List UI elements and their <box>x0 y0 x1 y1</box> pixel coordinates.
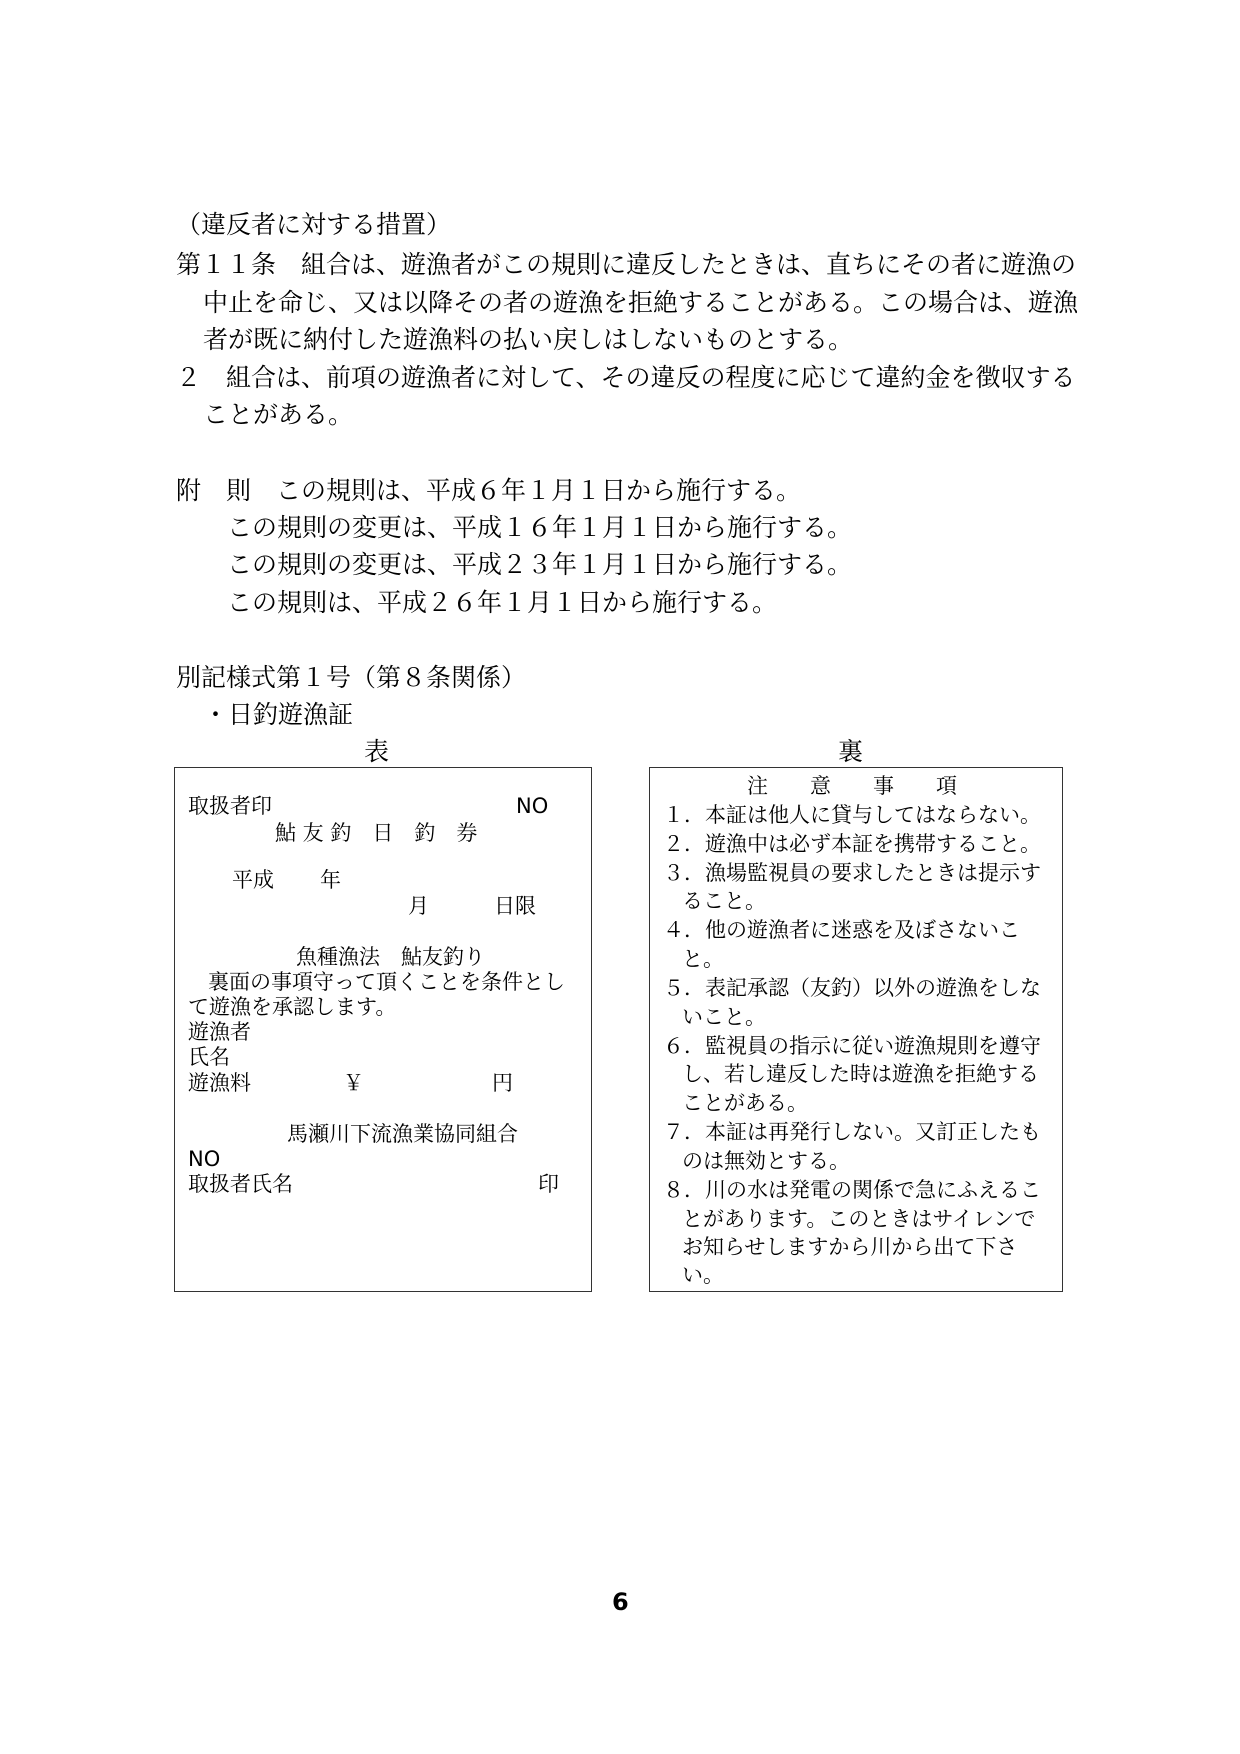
yen-label: 円 <box>492 1071 513 1095</box>
ticket-no-top: NO <box>516 794 549 818</box>
note-item-6-line3: ことがある。 <box>682 1091 808 1115</box>
name-label: 氏名 <box>188 1045 230 1069</box>
handler-seal-label: 取扱者印 <box>188 794 272 818</box>
article-heading: （違反者に対する措置） <box>176 210 452 239</box>
deadline-label: 日限 <box>494 894 536 918</box>
notes-heading: 注 意 事 項 <box>747 774 957 798</box>
form-subtitle: ・日釣遊漁証 <box>203 700 354 729</box>
article11-line1: 第１１条 組合は、遊漁者がこの規則に違反したときは、直ちにその者に遊漁の <box>176 250 1077 279</box>
article11-para2-line1: ２ 組合は、前項の遊漁者に対して、その違反の程度に応じて違約金を徴収する <box>176 363 1076 392</box>
note-item-3-line1: ３．漁場監視員の要求したときは提示す <box>663 861 1041 885</box>
note-item-8-line1: ８．川の水は発電の関係で急にふえるこ <box>663 1178 1041 1202</box>
note-item-8-line3: お知らせしますから川から出て下さ <box>682 1235 1018 1259</box>
note-item-5-line1: ５．表記承認（友釣）以外の遊漁をしな <box>663 976 1041 1000</box>
note-item-3-line2: ること。 <box>682 889 766 913</box>
year-label: 年 <box>320 868 341 892</box>
note-item-4-line2: と。 <box>682 947 724 971</box>
form-title: 別記様式第１号（第８条関係） <box>176 663 527 692</box>
fee-label: 遊漁料 <box>188 1071 251 1095</box>
note-item-7-line1: ７．本証は再発行しない。又訂正したも <box>663 1120 1041 1144</box>
note-item-5-line2: いこと。 <box>682 1005 766 1029</box>
article11-line2: 中止を命じ、又は以降その者の遊漁を拒絶することがある。この場合は、遊漁 <box>203 288 1079 317</box>
article11-line3: 者が既に納付した遊漁料の払い戻しはしないものとする。 <box>203 325 854 354</box>
supplementary-label: 附 則 <box>176 476 252 505</box>
note-item-2: ２．遊漁中は必ず本証を携帯すること。 <box>663 832 1041 856</box>
page-number: 6 <box>612 1588 629 1616</box>
month-label: 月 <box>408 894 429 918</box>
note-item-1: １．本証は他人に貸与してはならない。 <box>663 803 1041 827</box>
note-item-4-line1: ４．他の遊漁者に迷惑を及ぼさないこ <box>663 918 1020 942</box>
supplementary-line3: この規則の変更は、平成２３年１月１日から施行する。 <box>227 550 853 579</box>
species-method: 魚種漁法 鮎友釣り <box>296 945 485 969</box>
note-item-6-line1: ６．監視員の指示に従い遊漁規則を遵守 <box>663 1034 1041 1058</box>
cooperative-name: 馬瀬川下流漁業協同組合 <box>287 1122 518 1146</box>
note-item-8-line2: とがあります。このときはサイレンで <box>682 1207 1036 1231</box>
handler-name-label: 取扱者氏名 <box>188 1172 293 1196</box>
article11-para2-line2: ことがある。 <box>203 400 354 429</box>
ticket-title: 鮎 友 釣 日 釣 券 <box>275 821 478 845</box>
supplementary-line4: この規則は、平成２６年１月１日から施行する。 <box>227 588 778 617</box>
supplementary-line1: この規則は、平成６年１月１日から施行する。 <box>276 476 802 505</box>
note-item-8-line4: い。 <box>682 1263 724 1287</box>
supplementary-line2: この規則の変更は、平成１６年１月１日から施行する。 <box>227 513 853 542</box>
seal-label: 印 <box>538 1172 559 1196</box>
note-item-6-line2: し、若し違反した時は遊漁を拒絶する <box>682 1062 1039 1086</box>
ticket-no-bottom: NO <box>188 1147 221 1171</box>
heisei-label: 平成 <box>232 868 274 892</box>
condition-line2: て遊漁を承認します。 <box>188 995 397 1019</box>
front-label: 表 <box>364 737 390 766</box>
back-label: 裏 <box>838 737 864 766</box>
note-item-7-line2: のは無効とする。 <box>682 1149 850 1173</box>
condition-line1: 裏面の事項守って頂くことを条件とし <box>208 970 565 994</box>
yen-symbol: ￥ <box>343 1071 364 1095</box>
angler-label: 遊漁者 <box>188 1020 251 1044</box>
